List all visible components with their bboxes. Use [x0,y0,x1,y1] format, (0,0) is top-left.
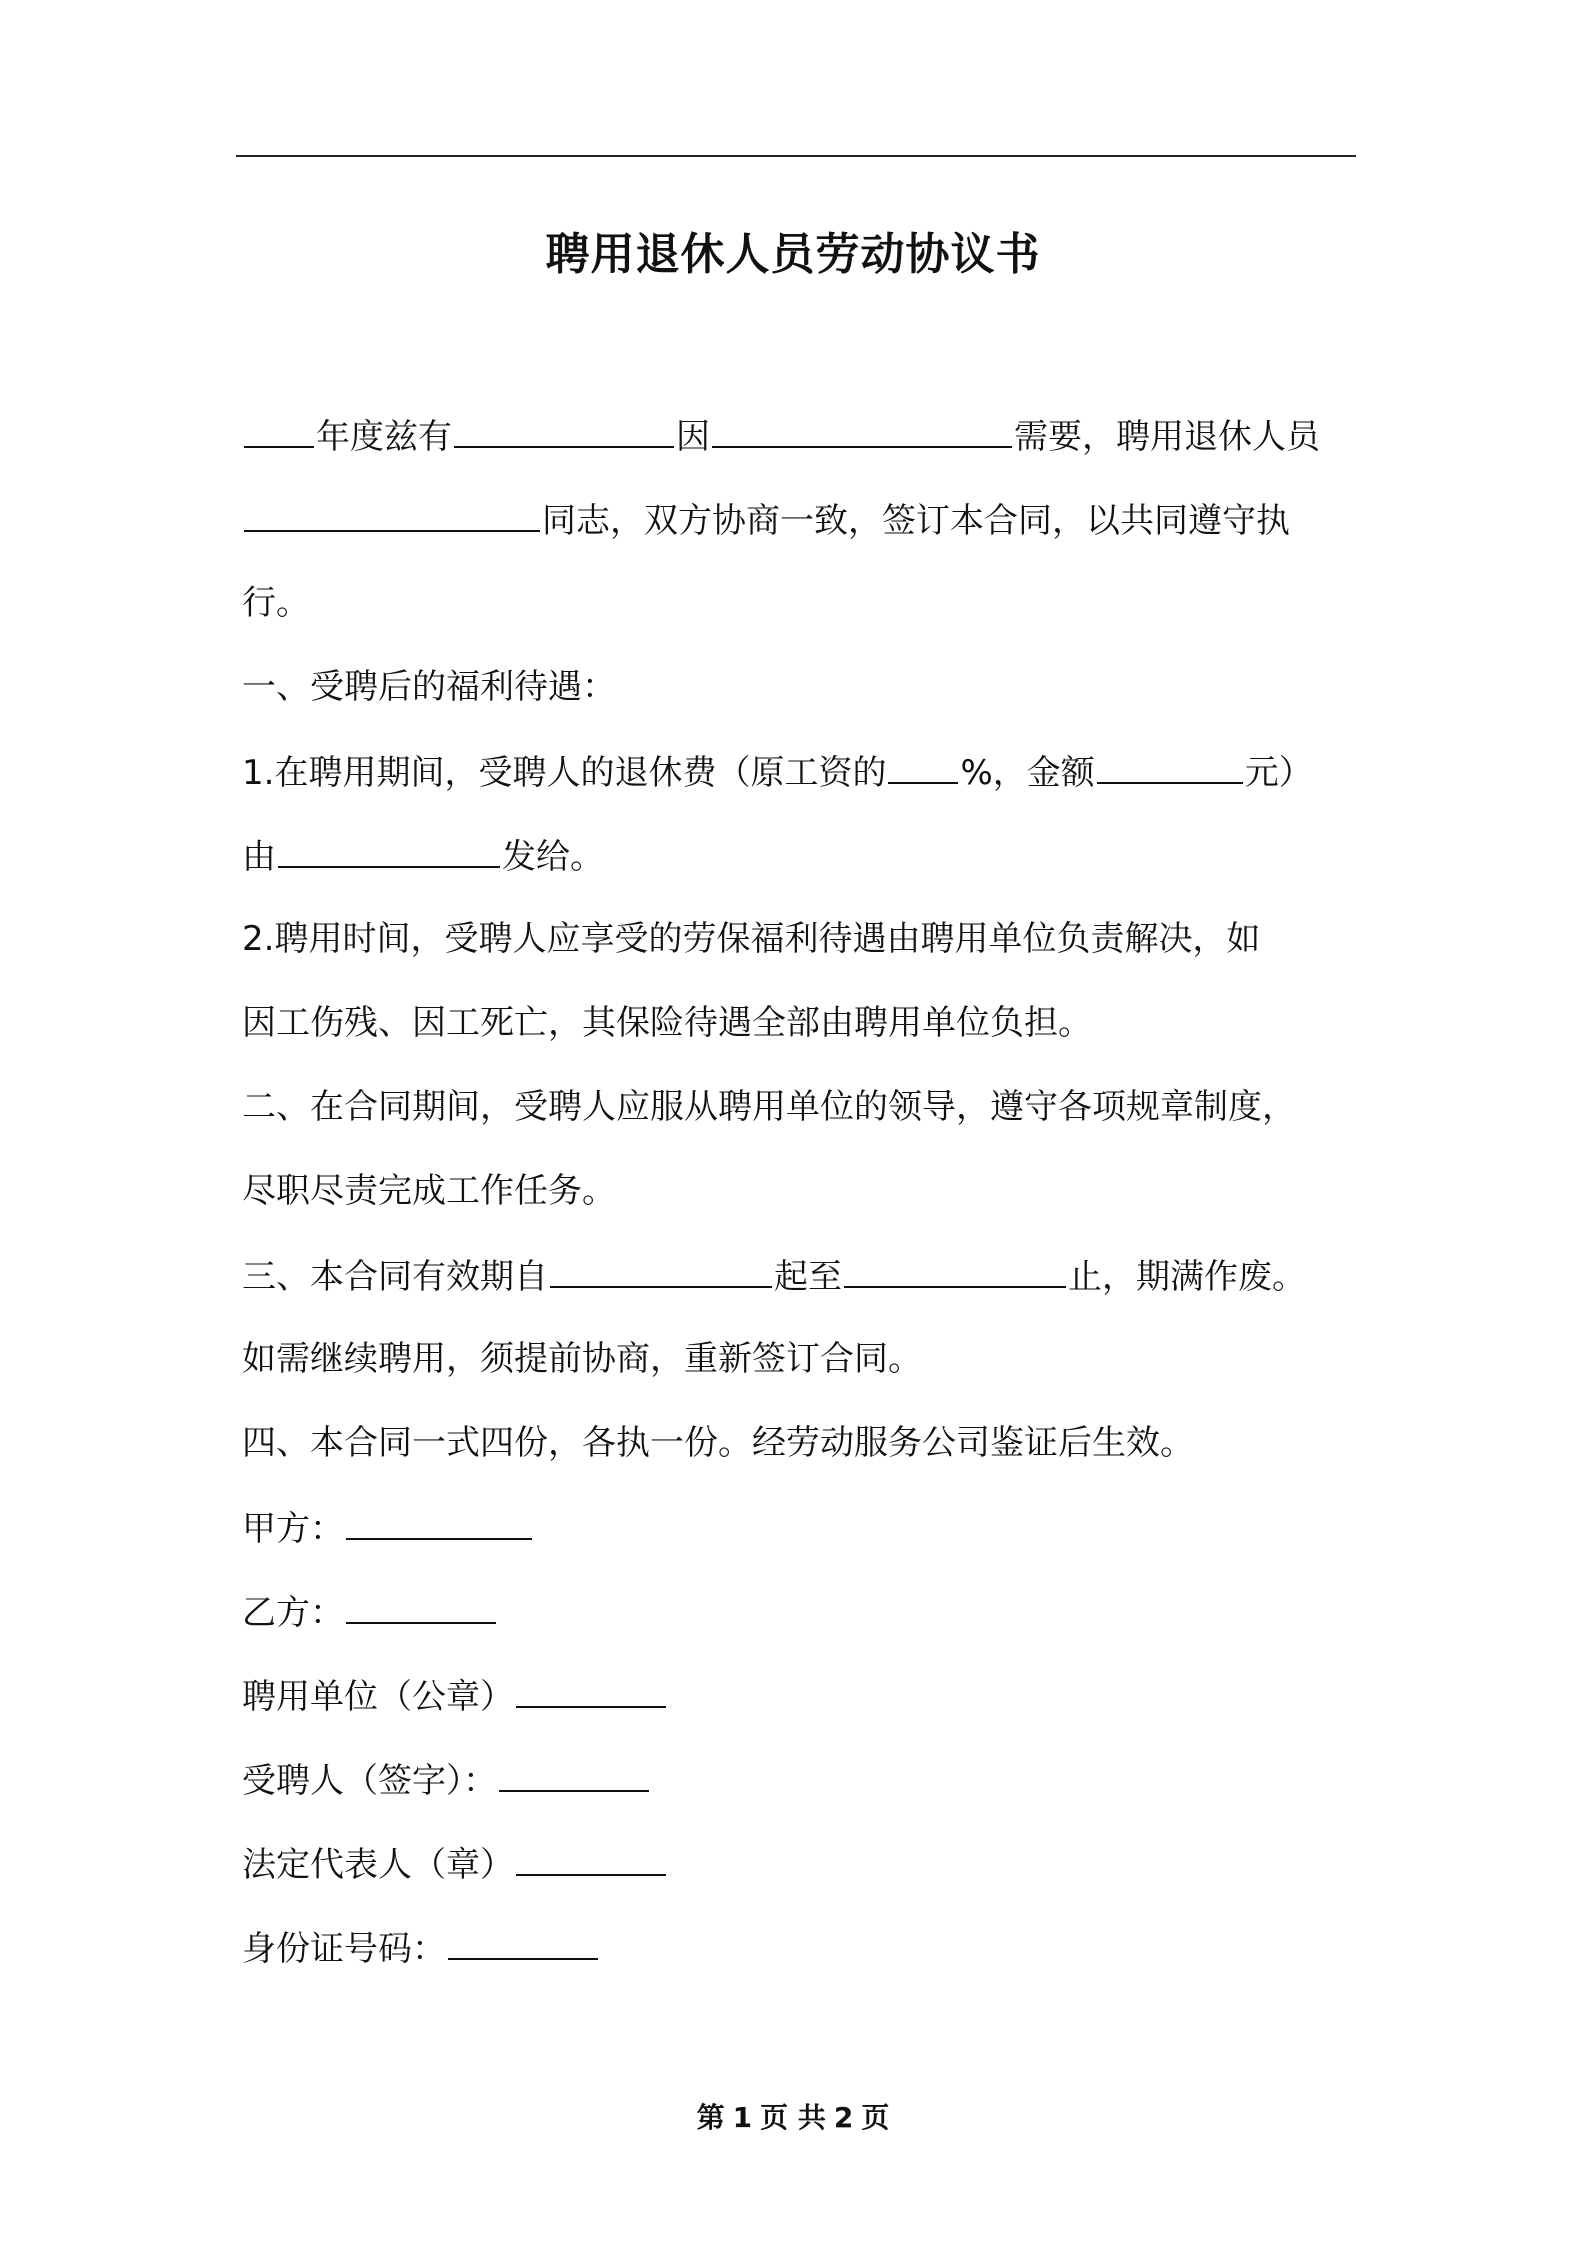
item-1-text-d: 由 [242,837,276,877]
employee-sign-blank [499,1754,649,1792]
employer-seal-blank [516,1670,666,1708]
employee-sign-line [242,1754,651,1804]
section-2-line-2: 尽职尽责完成工作任务。 [242,1171,616,1211]
legal-rep-line [242,1838,668,1888]
page-number: 1 [732,2101,753,2134]
party-a-label: 甲方： [242,1509,344,1549]
legal-rep-label: 法定代表人（章） [242,1845,514,1885]
intro-line-2 [242,494,1290,544]
party-a-blank [346,1502,532,1540]
party-b-blank [346,1586,496,1624]
page-footer [0,2096,1586,2136]
year-blank [244,410,314,448]
footer-prefix: 第 [696,2101,725,2134]
item-1-text-b: %，金额 [960,753,1095,793]
section-4: 四、本合同一式四份，各执一份。经劳动服务公司鉴证后生效。 [242,1423,1194,1463]
item-2-line-1: 2.聘用时间，受聘人应享受的劳保福利待遇由聘用单位负责解决，如 [242,919,1261,959]
party-b-label: 乙方： [242,1593,344,1633]
section-3-line-2: 如需继续聘用，须提前协商，重新签订合同。 [242,1339,922,1379]
intro-text-a: 年度兹有 [316,417,452,457]
page-total: 2 [833,2101,854,2134]
id-number-blank [448,1922,598,1960]
payer-blank [278,830,500,868]
party-a-line [242,1502,534,1552]
employer-seal-line [242,1670,668,1720]
employer-blank [454,410,674,448]
intro-text-d: 同志，双方协商一致，签订本合同，以共同遵守执 [542,501,1290,541]
item-1-text-a: 1.在聘用期间，受聘人的退休费（原工资的 [242,753,887,793]
employee-sign-label: 受聘人（签字）： [242,1761,497,1801]
end-date-blank [844,1250,1066,1288]
header-rule [236,155,1356,157]
section-2-line-1: 二、在合同期间，受聘人应服从聘用单位的领导，遵守各项规章制度， [242,1087,1296,1127]
party-b-line [242,1586,498,1636]
intro-text-b: 因 [676,417,710,457]
footer-middle: 页 共 [760,2101,826,2134]
item-1-text-e: 发给。 [502,837,604,877]
section-3-text-b: 起至 [774,1257,842,1297]
start-date-blank [550,1250,772,1288]
section-3-line-1 [242,1250,1306,1300]
item-1-line-2 [242,830,604,880]
amount-blank [1097,746,1243,784]
footer-suffix: 页 [861,2101,890,2134]
employer-seal-label: 聘用单位（公章） [242,1677,514,1717]
id-number-line [242,1922,600,1972]
intro-text-c: 需要，聘用退休人员 [1014,417,1320,457]
section-3-text-a: 三、本合同有效期自 [242,1257,548,1297]
reason-blank [712,410,1012,448]
item-1-text-c: 元） [1244,753,1313,793]
item-2-line-2: 因工伤残、因工死亡，其保险待遇全部由聘用单位负担。 [242,1003,1092,1043]
percent-blank [888,746,958,784]
employee-name-blank [244,494,540,532]
intro-line-3: 行。 [242,583,310,623]
section-1-heading: 一、受聘后的福利待遇： [242,667,616,707]
document-title: 聘用退休人员劳动协议书 [545,229,1041,280]
intro-line-1 [242,410,1320,460]
legal-rep-blank [516,1838,666,1876]
section-3-text-c: 止，期满作废。 [1068,1257,1306,1297]
item-1-line-1 [242,746,1313,796]
id-number-label: 身份证号码： [242,1929,446,1969]
